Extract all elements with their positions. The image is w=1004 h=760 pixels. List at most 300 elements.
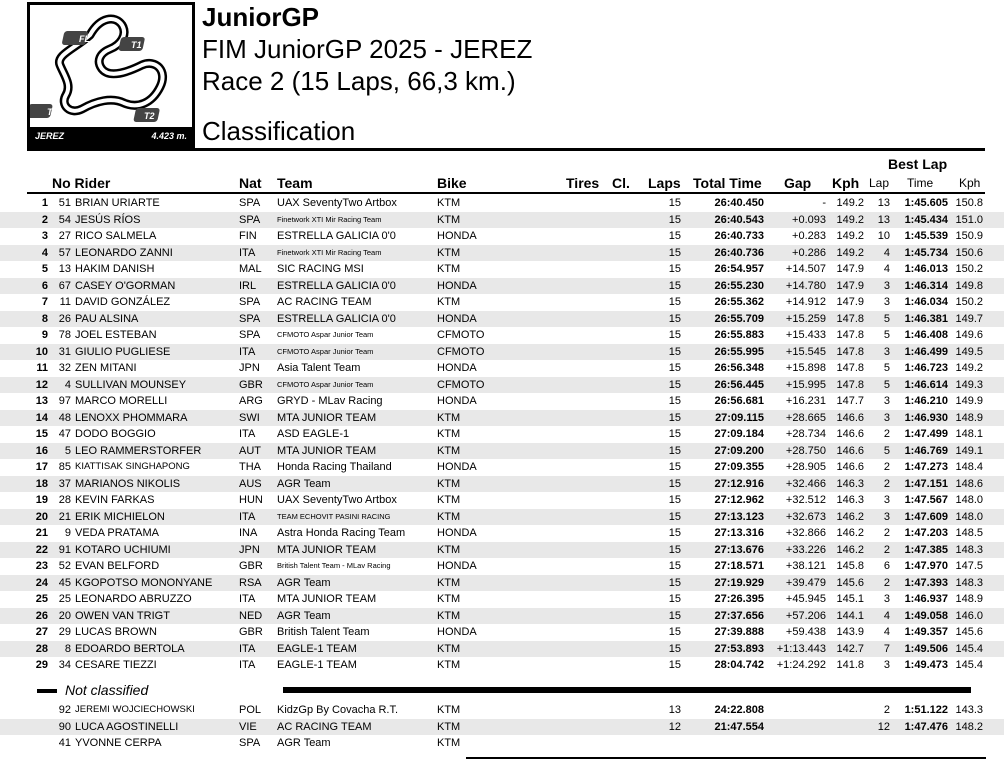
cell-kph: 147.9 xyxy=(836,279,864,292)
cell-total: 26:54.957 xyxy=(714,263,764,275)
cell-btime: 1:47.499 xyxy=(904,428,948,440)
cell-rider: EDOARDO BERTOLA xyxy=(75,642,185,655)
cell-bkph: 148.0 xyxy=(955,494,983,506)
cell-bike: HONDA xyxy=(437,626,477,638)
cell-nat: GBR xyxy=(239,378,263,391)
cell-rider: CASEY O'GORMAN xyxy=(75,279,176,292)
cell-bike: CFMOTO xyxy=(437,345,485,358)
cell-nat: VIE xyxy=(239,720,257,733)
cell-btime: 1:49.058 xyxy=(904,609,948,622)
cell-no: 25 xyxy=(58,593,71,605)
cell-gap: +14.912 xyxy=(785,296,826,308)
cell-nat: ITA xyxy=(239,659,256,671)
cell-team: British Talent Team xyxy=(277,626,370,638)
cell-total: 27:26.395 xyxy=(714,593,764,605)
cell-bkph: 148.6 xyxy=(955,477,983,490)
cell-rider: LEONARDO ZANNI xyxy=(75,246,173,259)
cell-no: 51 xyxy=(58,197,71,209)
cell-nat: SPA xyxy=(239,737,261,749)
cell-nat: RSA xyxy=(239,576,262,589)
cell-no: 20 xyxy=(58,609,71,622)
cell-btime: 1:47.476 xyxy=(904,720,948,733)
cell-nat: ITA xyxy=(239,510,256,523)
col-tires: Tires xyxy=(566,175,600,191)
cell-blap: 13 xyxy=(877,213,890,226)
cell-no: 41 xyxy=(58,737,71,749)
cell-team: ASD EAGLE-1 xyxy=(277,428,350,440)
cell-bike: KTM xyxy=(437,296,461,308)
cell-bkph: 148.4 xyxy=(955,461,983,473)
cell-gap: +28.750 xyxy=(785,444,826,457)
cell-pos: 16 xyxy=(35,444,48,457)
cell-total: 26:55.883 xyxy=(714,329,764,341)
cell-team: AGR Team xyxy=(277,609,331,622)
cell-laps: 15 xyxy=(668,213,681,226)
cell-nat: JPN xyxy=(239,362,260,374)
cell-team: Finetwork XTI Mir Racing Team xyxy=(277,247,382,257)
cell-blap: 3 xyxy=(883,345,890,358)
cell-kph: 146.2 xyxy=(836,510,864,523)
cell-gap: +16.231 xyxy=(785,395,826,407)
cell-btime: 1:51.122 xyxy=(904,704,948,716)
cell-no: 92 xyxy=(58,704,71,716)
cell-bkph: 148.0 xyxy=(955,510,983,523)
cell-team: KidzGp By Covacha R.T. xyxy=(277,704,399,716)
cell-kph: 146.3 xyxy=(836,477,864,490)
cell-nat: HUN xyxy=(239,494,263,506)
table-row xyxy=(0,476,1004,493)
cell-rider: YVONNE CERPA xyxy=(75,737,162,749)
cell-btime: 1:46.013 xyxy=(904,263,948,275)
cell-bike: HONDA xyxy=(437,560,477,572)
cell-blap: 4 xyxy=(883,609,890,622)
cell-laps: 15 xyxy=(668,411,681,424)
col-total-time: Total Time xyxy=(693,175,762,191)
cell-bike: KTM xyxy=(437,246,461,259)
cell-blap: 6 xyxy=(883,560,890,572)
cell-blap: 4 xyxy=(883,263,890,275)
cell-blap: 3 xyxy=(883,593,890,605)
cell-laps: 15 xyxy=(668,296,681,308)
cell-total: 27:12.916 xyxy=(714,477,764,490)
not-classified-heading xyxy=(37,682,148,698)
cell-team: AC RACING TEAM xyxy=(277,720,372,733)
cell-nat: AUS xyxy=(239,477,262,490)
cell-blap: 3 xyxy=(883,411,890,424)
cell-total: 26:56.681 xyxy=(714,395,764,407)
cell-team: TEAM ECHOVIT PASINI RACING xyxy=(277,511,391,521)
cell-pos: 23 xyxy=(35,560,48,572)
cell-bkph: 149.1 xyxy=(955,444,983,457)
track-map-logo xyxy=(27,2,195,148)
cell-pos: 15 xyxy=(35,428,48,440)
cell-pos: 12 xyxy=(35,378,48,391)
cell-pos: 1 xyxy=(41,197,48,209)
cell-blap: 3 xyxy=(883,659,890,671)
cell-nat: ITA xyxy=(239,345,256,358)
cell-no: 34 xyxy=(58,659,71,671)
brand-title: JuniorGP xyxy=(202,2,320,32)
cell-bike: HONDA xyxy=(437,395,477,407)
cell-laps: 15 xyxy=(668,593,681,605)
cell-kph: 147.8 xyxy=(836,378,864,391)
table-row xyxy=(0,702,1004,719)
document-title: Classification xyxy=(202,116,356,146)
cell-kph: 143.9 xyxy=(836,626,864,638)
cell-pos: 11 xyxy=(36,362,48,374)
cell-bike: HONDA xyxy=(437,527,477,539)
cell-total: 27:12.962 xyxy=(714,494,764,506)
cell-laps: 15 xyxy=(668,230,681,242)
table-row xyxy=(0,426,1004,443)
cell-total: 27:09.184 xyxy=(714,428,764,440)
cell-nat: AUT xyxy=(239,444,261,457)
table-row xyxy=(0,509,1004,526)
table-row xyxy=(0,360,1004,377)
cell-bike: KTM xyxy=(437,720,461,733)
cell-gap: +0.283 xyxy=(792,230,826,242)
cell-gap: +1:13.443 xyxy=(776,642,826,655)
logo-label-t2: T2 xyxy=(144,111,155,121)
cell-team: AC RACING TEAM xyxy=(277,296,372,308)
cell-no: 5 xyxy=(64,444,71,457)
cell-btime: 1:46.408 xyxy=(904,329,948,341)
cell-total: 28:04.742 xyxy=(714,659,764,671)
footer-rule xyxy=(466,757,986,759)
cell-blap: 5 xyxy=(883,329,890,341)
cell-pos: 14 xyxy=(35,411,48,424)
cell-gap: +33.226 xyxy=(785,543,826,556)
table-row xyxy=(0,608,1004,625)
cell-bike: KTM xyxy=(437,477,461,490)
cell-nat: MAL xyxy=(239,263,262,275)
cell-btime: 1:47.970 xyxy=(904,560,948,572)
cell-btime: 1:46.723 xyxy=(904,362,948,374)
cell-team: EAGLE-1 TEAM xyxy=(277,659,357,671)
cell-btime: 1:45.539 xyxy=(904,230,948,242)
cell-btime: 1:46.614 xyxy=(904,378,948,391)
cell-no: 45 xyxy=(58,576,71,589)
cell-laps: 15 xyxy=(668,510,681,523)
table-row xyxy=(0,525,1004,542)
cell-gap: +28.665 xyxy=(785,411,826,424)
cell-pos: 5 xyxy=(41,263,48,275)
cell-pos: 4 xyxy=(41,246,48,259)
cell-blap: 3 xyxy=(883,510,890,523)
cell-bkph: 151.0 xyxy=(955,213,983,226)
cell-no: 85 xyxy=(58,461,71,473)
cell-bike: KTM xyxy=(437,642,461,655)
cell-pos: 9 xyxy=(41,329,48,341)
cell-bike: HONDA xyxy=(437,362,477,374)
cell-blap: 2 xyxy=(883,527,890,539)
cell-laps: 15 xyxy=(668,461,681,473)
cell-team: ESTRELLA GALICIA 0'0 xyxy=(277,279,396,292)
cell-no: 27 xyxy=(58,230,71,242)
cell-no: 11 xyxy=(59,296,71,308)
cell-rider: LUCAS BROWN xyxy=(75,626,157,638)
cell-rider: DODO BOGGIO xyxy=(75,428,156,440)
cell-blap: 3 xyxy=(883,395,890,407)
cell-team: British Talent Team - MLav Racing xyxy=(277,561,391,570)
cell-btime: 1:47.273 xyxy=(904,461,948,473)
cell-bkph: 148.5 xyxy=(955,527,983,539)
cell-kph: 149.2 xyxy=(836,246,864,259)
cell-btime: 1:46.381 xyxy=(904,312,948,325)
table-row xyxy=(0,377,1004,394)
cell-pos: 6 xyxy=(41,279,48,292)
logo-label-t3: T3 xyxy=(47,107,58,117)
cell-bike: KTM xyxy=(437,543,461,556)
cell-nat: ITA xyxy=(239,642,256,655)
cell-blap: 3 xyxy=(883,296,890,308)
cell-nat: SPA xyxy=(239,197,261,209)
cell-btime: 1:46.210 xyxy=(904,395,948,407)
cell-kph: 145.8 xyxy=(836,560,864,572)
cell-total: 26:55.362 xyxy=(714,296,764,308)
cell-team: CFMOTO Aspar Junior Team xyxy=(277,379,374,389)
cell-laps: 15 xyxy=(668,642,681,655)
cell-laps: 15 xyxy=(668,543,681,556)
cell-total: 27:09.200 xyxy=(714,444,764,457)
cell-rider: KIATTISAK SINGHAPONG xyxy=(75,461,190,472)
cell-pos: 8 xyxy=(41,312,48,325)
cell-bike: KTM xyxy=(437,737,461,749)
cell-rider: PAU ALSINA xyxy=(75,312,139,325)
table-row xyxy=(0,719,1004,736)
cell-team: ESTRELLA GALICIA 0'0 xyxy=(277,230,396,242)
cell-bkph: 150.8 xyxy=(955,197,983,209)
cell-btime: 1:45.605 xyxy=(904,197,948,209)
cell-gap: +45.945 xyxy=(785,593,826,605)
table-row xyxy=(0,657,1004,674)
cell-kph: 146.3 xyxy=(836,494,864,506)
cell-blap: 3 xyxy=(883,279,890,292)
cell-total: 27:18.571 xyxy=(714,560,764,572)
cell-rider: MARIANOS NIKOLIS xyxy=(75,477,181,490)
cell-team: ESTRELLA GALICIA 0'0 xyxy=(277,312,396,325)
cell-pos: 22 xyxy=(35,543,48,556)
col-best-time: Time xyxy=(907,176,934,190)
table-row xyxy=(0,558,1004,575)
cell-bike: KTM xyxy=(437,510,461,523)
cell-btime: 1:46.314 xyxy=(904,279,948,292)
table-row xyxy=(0,410,1004,427)
col-kph: Kph xyxy=(832,175,860,191)
logo-label-t1: T1 xyxy=(131,40,142,50)
cell-laps: 15 xyxy=(668,246,681,259)
table-row xyxy=(0,492,1004,509)
cell-laps: 15 xyxy=(668,609,681,622)
cell-laps: 15 xyxy=(668,329,681,341)
cell-kph: 141.8 xyxy=(836,659,864,671)
best-lap-group-header: Best Lap xyxy=(888,156,948,172)
cell-rider: CESARE TIEZZI xyxy=(75,659,157,671)
cell-gap: +28.905 xyxy=(785,461,826,473)
cell-bike: HONDA xyxy=(437,279,477,292)
cell-team: Honda Racing Thailand xyxy=(277,461,392,473)
cell-rider: HAKIM DANISH xyxy=(75,263,155,275)
cell-bkph: 150.6 xyxy=(955,246,983,259)
table-row xyxy=(0,212,1004,229)
cell-no: 52 xyxy=(58,560,71,572)
cell-rider: GIULIO PUGLIESE xyxy=(75,345,171,358)
cell-kph: 146.2 xyxy=(836,543,864,556)
cell-pos: 18 xyxy=(35,477,48,490)
cell-nat: INA xyxy=(239,527,258,539)
cell-nat: ITA xyxy=(239,246,256,259)
col-best-lap: Lap xyxy=(869,176,890,190)
cell-no: 4 xyxy=(64,378,71,391)
cell-btime: 1:47.393 xyxy=(904,576,948,589)
cell-kph: 146.6 xyxy=(836,428,864,440)
cell-total: 26:40.736 xyxy=(714,246,764,259)
cell-btime: 1:49.473 xyxy=(904,659,948,671)
cell-rider: SULLIVAN MOUNSEY xyxy=(75,378,187,391)
cell-btime: 1:47.385 xyxy=(904,543,948,556)
cell-bkph: 150.2 xyxy=(955,296,983,308)
cell-total: 27:13.123 xyxy=(714,510,764,523)
cell-bike: KTM xyxy=(437,411,461,424)
cell-blap: 5 xyxy=(883,362,890,374)
cell-total: 26:40.733 xyxy=(714,230,764,242)
cell-no: 78 xyxy=(58,329,71,341)
cell-no: 91 xyxy=(58,543,71,556)
cell-pos: 10 xyxy=(35,345,48,358)
cell-btime: 1:47.203 xyxy=(904,527,948,539)
cell-bkph: 149.5 xyxy=(955,345,983,358)
cell-btime: 1:49.506 xyxy=(904,642,948,655)
cell-rider: DAVID GONZÁLEZ xyxy=(75,296,171,308)
cell-gap: +0.093 xyxy=(792,213,826,226)
cell-rider: JEREMI WOJCIECHOWSKI xyxy=(75,704,195,715)
cell-laps: 15 xyxy=(668,444,681,457)
cell-laps: 15 xyxy=(668,279,681,292)
cell-rider: KEVIN FARKAS xyxy=(75,494,155,506)
cell-gap: +15.898 xyxy=(785,362,826,374)
cell-kph: 147.7 xyxy=(836,395,864,407)
table-header-rule xyxy=(27,192,985,194)
cell-no: 28 xyxy=(58,494,71,506)
cell-kph: 147.9 xyxy=(836,296,864,308)
cell-total: 24:22.808 xyxy=(714,704,764,716)
cell-blap: 5 xyxy=(883,444,890,457)
not-classified-bar xyxy=(283,687,971,693)
cell-bike: KTM xyxy=(437,444,461,457)
cell-gap: +38.121 xyxy=(785,560,826,572)
cell-bike: KTM xyxy=(437,576,461,589)
cell-rider: EVAN BELFORD xyxy=(75,560,160,572)
cell-bike: KTM xyxy=(437,428,461,440)
cell-blap: 5 xyxy=(883,378,890,391)
cell-no: 13 xyxy=(58,263,71,275)
cell-gap: +28.734 xyxy=(785,428,826,440)
cell-laps: 15 xyxy=(668,362,681,374)
logo-label-fl: FL xyxy=(79,34,90,44)
cell-total: 27:13.316 xyxy=(714,527,764,539)
cell-bike: HONDA xyxy=(437,312,477,325)
cell-bkph: 146.0 xyxy=(955,609,983,622)
cell-total: 27:39.888 xyxy=(714,626,764,638)
cell-total: 26:55.230 xyxy=(714,279,764,292)
cell-total: 27:19.929 xyxy=(714,576,764,589)
col-no-rider: No Rider xyxy=(52,175,111,191)
cell-nat: ITA xyxy=(239,593,256,605)
cell-no: 8 xyxy=(64,642,71,655)
cell-pos: 26 xyxy=(35,609,48,622)
col-team: Team xyxy=(277,175,313,191)
cell-laps: 15 xyxy=(668,560,681,572)
cell-kph: 149.2 xyxy=(836,230,864,242)
cell-pos: 21 xyxy=(35,527,48,539)
cell-kph: 144.1 xyxy=(836,609,864,622)
cell-kph: 146.6 xyxy=(836,461,864,473)
table-row xyxy=(0,311,1004,328)
cell-pos: 25 xyxy=(35,593,48,605)
cell-pos: 20 xyxy=(35,510,48,523)
cell-rider: LUCA AGOSTINELLI xyxy=(75,720,179,733)
cell-team: MTA JUNIOR TEAM xyxy=(277,593,377,605)
cell-pos: 28 xyxy=(35,642,48,655)
cell-rider: LEO RAMMERSTORFER xyxy=(75,444,202,457)
cell-laps: 15 xyxy=(668,477,681,490)
cell-kph: 147.8 xyxy=(836,362,864,374)
cell-btime: 1:46.769 xyxy=(904,444,948,457)
cell-nat: JPN xyxy=(239,543,260,556)
cell-kph: 147.9 xyxy=(836,263,864,275)
cell-nat: IRL xyxy=(239,279,257,292)
cell-rider: RICO SALMELA xyxy=(75,230,157,242)
table-row xyxy=(0,344,1004,361)
cell-laps: 15 xyxy=(668,395,681,407)
cell-team: MTA JUNIOR TEAM xyxy=(277,543,377,556)
cell-bkph: 148.9 xyxy=(955,411,983,424)
cell-team: SIC RACING MSI xyxy=(277,263,364,275)
table-row xyxy=(0,542,1004,559)
cell-team: Astra Honda Racing Team xyxy=(277,527,406,539)
cell-rider: KOTARO UCHIUMI xyxy=(75,543,171,556)
cell-no: 57 xyxy=(58,246,71,259)
table-row xyxy=(0,735,1004,752)
cell-bike: KTM xyxy=(437,659,461,671)
cell-blap: 10 xyxy=(877,230,890,242)
cell-nat: GBR xyxy=(239,626,263,638)
cell-bkph: 149.7 xyxy=(955,312,983,325)
table-row xyxy=(0,261,1004,278)
cell-blap: 12 xyxy=(877,720,890,733)
cell-laps: 15 xyxy=(668,345,681,358)
table-row xyxy=(0,591,1004,608)
cell-gap: +59.438 xyxy=(785,626,826,638)
table-row xyxy=(0,393,1004,410)
cell-bike: HONDA xyxy=(437,461,477,473)
cell-btime: 1:46.499 xyxy=(904,345,948,358)
track-name: JEREZ xyxy=(35,131,65,141)
cell-laps: 13 xyxy=(668,704,681,716)
cell-bike: KTM xyxy=(437,494,461,506)
cell-team: UAX SeventyTwo Artbox xyxy=(277,494,397,506)
cell-nat: FIN xyxy=(239,230,257,242)
cell-team: AGR Team xyxy=(277,576,331,589)
col-best-kph: Kph xyxy=(959,176,981,190)
table-row xyxy=(0,443,1004,460)
cell-no: 37 xyxy=(58,477,71,490)
cell-total: 27:09.355 xyxy=(714,461,764,473)
cell-btime: 1:47.151 xyxy=(904,477,948,490)
cell-blap: 2 xyxy=(883,477,890,490)
cell-bike: KTM xyxy=(437,593,461,605)
col-bike: Bike xyxy=(437,175,467,191)
